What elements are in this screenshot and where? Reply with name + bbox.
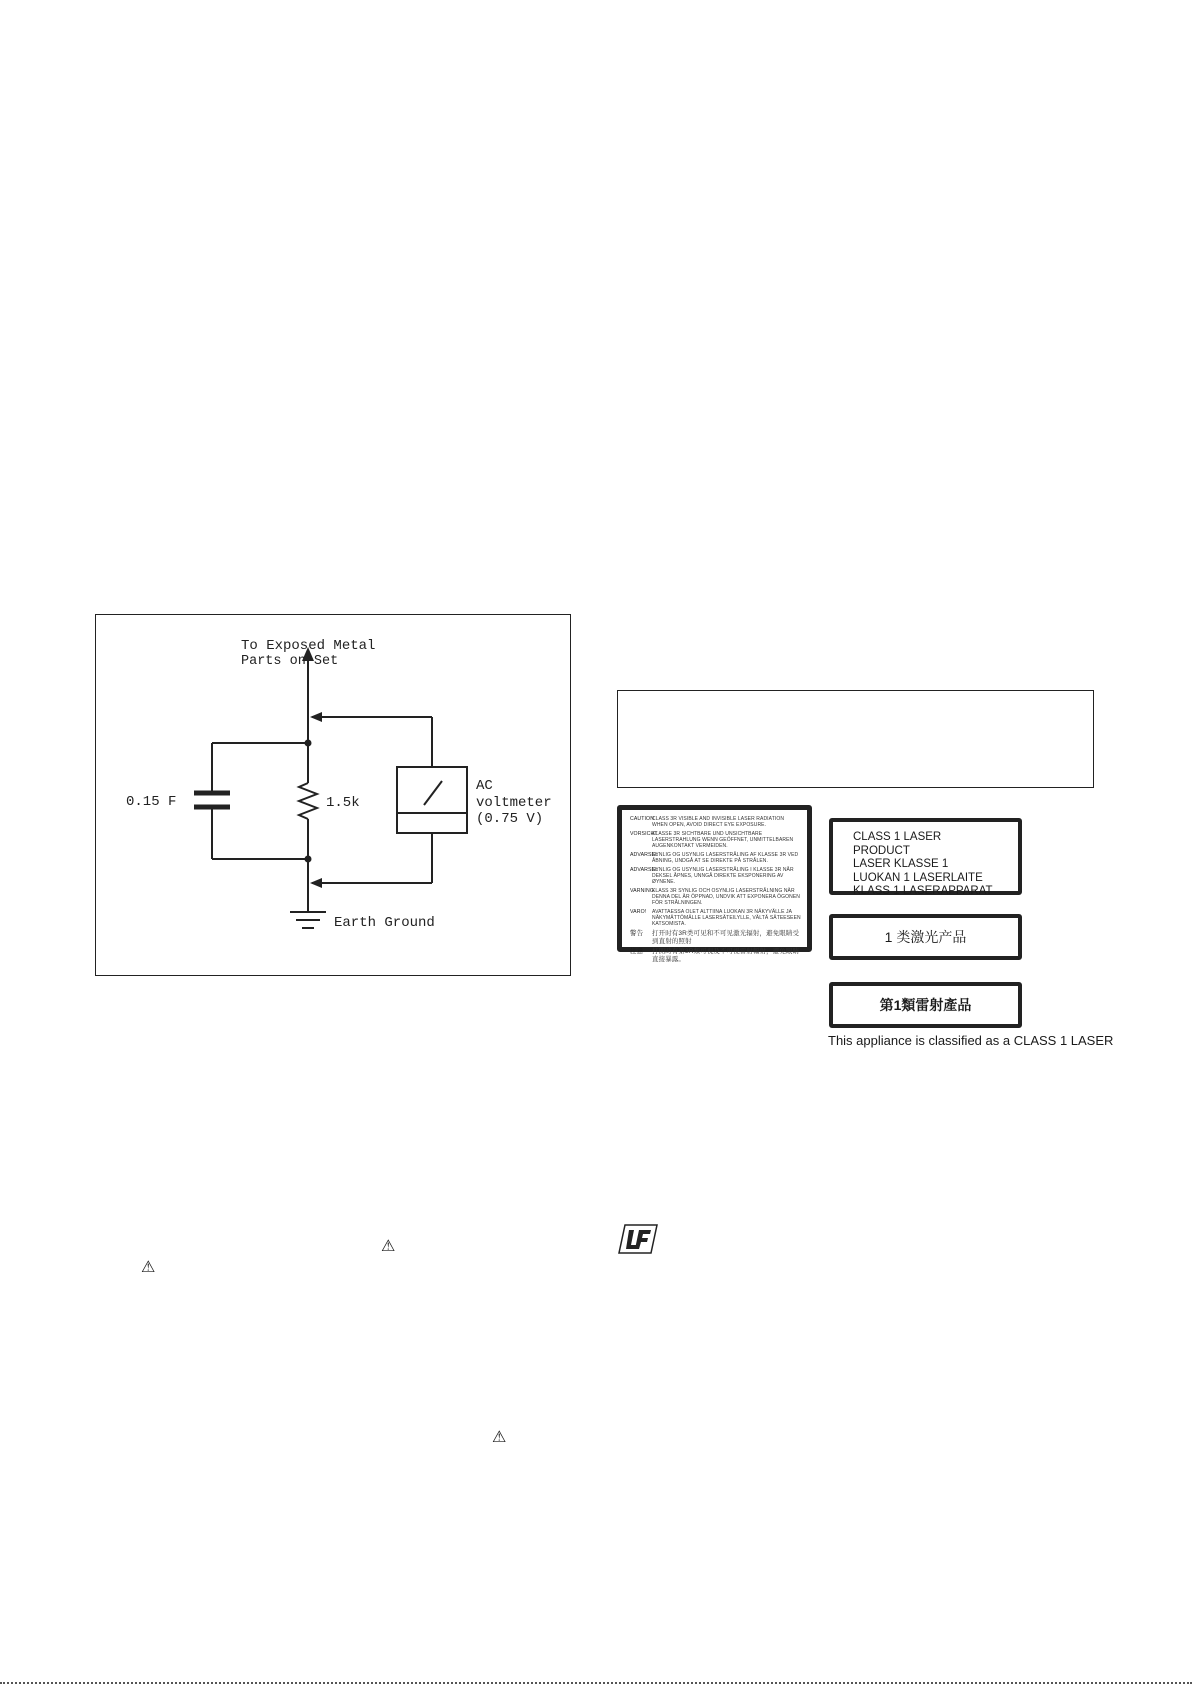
class1-laser-label [829, 818, 1022, 895]
caution-row: ADVARSEL SYNLIG OG USYNLIG LASERSTRÅLING AF KLASSE 3R VED ÅBNING, UNDGÅ AT SE DIREKTE PÅ STRÅLEN. [630, 852, 799, 864]
caution-row: VARNING KLASS 3R SYNLIG OCH OSYNLIG LASERSTRÅLNING NÄR DENNA DEL ÄR ÖPPNAD, UNDVIK ATT EXPONERA ÖGONEN FÖR STRÅLNINGEN. [630, 888, 800, 906]
label-earth-ground: Earth Ground [334, 915, 435, 931]
class-label-line: LASER KLASSE 1 [853, 858, 949, 870]
caution-row: ADVARSEL SYNLIG OG USYNLIG LASERSTRÅLING I KLASSE 3R NÅR DEKSEL ÅPNES, UNNGÅ DIREKTE EKSPONERING AV ØYNENE. [630, 867, 794, 885]
class-label-line: KLASS 1 LASERAPPARAT [853, 885, 993, 897]
caution-label [617, 805, 812, 963]
resistor-zigzag [299, 783, 317, 819]
node-top [305, 740, 312, 747]
page-bottom-border [0, 1682, 1192, 1684]
meter-lead-arrow-top [310, 712, 322, 722]
caution-row-cjk: 注意 打開時有第3R類可視及不可視雷射輻射，避免眼睛直接暴露。 [630, 948, 800, 963]
caution-row: VORSICHT KLASSE 3R SICHTBARE UND UNSICHTBARE LASERSTRAHLUNG WENN GEÖFFNET, UNMITTELBAREN AUGENKONTAKT VERMEIDEN. [630, 831, 794, 849]
label-voltmeter: voltmeter [476, 795, 552, 811]
class-label-line: CLASS 1 LASER PRODUCT [853, 831, 942, 857]
label-capacitor: 0.15 F [126, 794, 177, 810]
warning-triangle-icon: ⚠ [492, 1429, 507, 1446]
laser-label-simplified-chinese [829, 914, 1022, 960]
warning-triangle-icon: ⚠ [381, 1238, 396, 1255]
cjk-label-text: 1 类激光产品 [884, 929, 967, 945]
class-label-line: LUOKAN 1 LASERLAITE [853, 871, 983, 884]
meter-lead-arrow-bottom [310, 878, 322, 888]
caution-row: CAUTION CLASS 3R VISIBLE AND INVISIBLE LASER RADIATION WHEN OPEN, AVOID DIRECT EYE EXPOSURE. [630, 816, 785, 828]
leakage-test-diagram [95, 614, 571, 976]
laser-label-traditional-chinese [829, 982, 1022, 1028]
label-voltage: (0.75 V) [476, 811, 544, 827]
notice-box [617, 690, 1094, 788]
caution-row: VARO! AVATTAESSA OLET ALTTIINA LUOKAN 3R NÄKYVÄLLE JA NÄKYMÄTTÖMÄLLE LASERSÄTEILYLLE, VÄLTÄ SÄTEESEEN KATSOMISTA. [630, 909, 801, 927]
caution-row-cjk: 警告 打开时有3R类可见和不可见激光辐射，避免眼睛受到直射的照射 [630, 930, 800, 945]
label-parts-on-set: Parts on Set [241, 654, 339, 669]
label-exposed-metal: To Exposed Metal [241, 638, 376, 654]
circuit-schematic [96, 615, 572, 977]
voltmeter-needle [424, 781, 442, 805]
cjk-label-text: 第1類雷射產品 [879, 997, 972, 1013]
appliance-classification-text: This appliance is classified as a CLASS 1 LASER [828, 1033, 1114, 1048]
lf-logo-icon [617, 1223, 659, 1260]
voltmeter-box [397, 767, 467, 833]
label-ac: AC [476, 778, 493, 794]
warning-triangle-icon: ⚠ [141, 1259, 156, 1276]
node-bottom [305, 856, 312, 863]
label-resistor: 1.5k [326, 795, 360, 811]
